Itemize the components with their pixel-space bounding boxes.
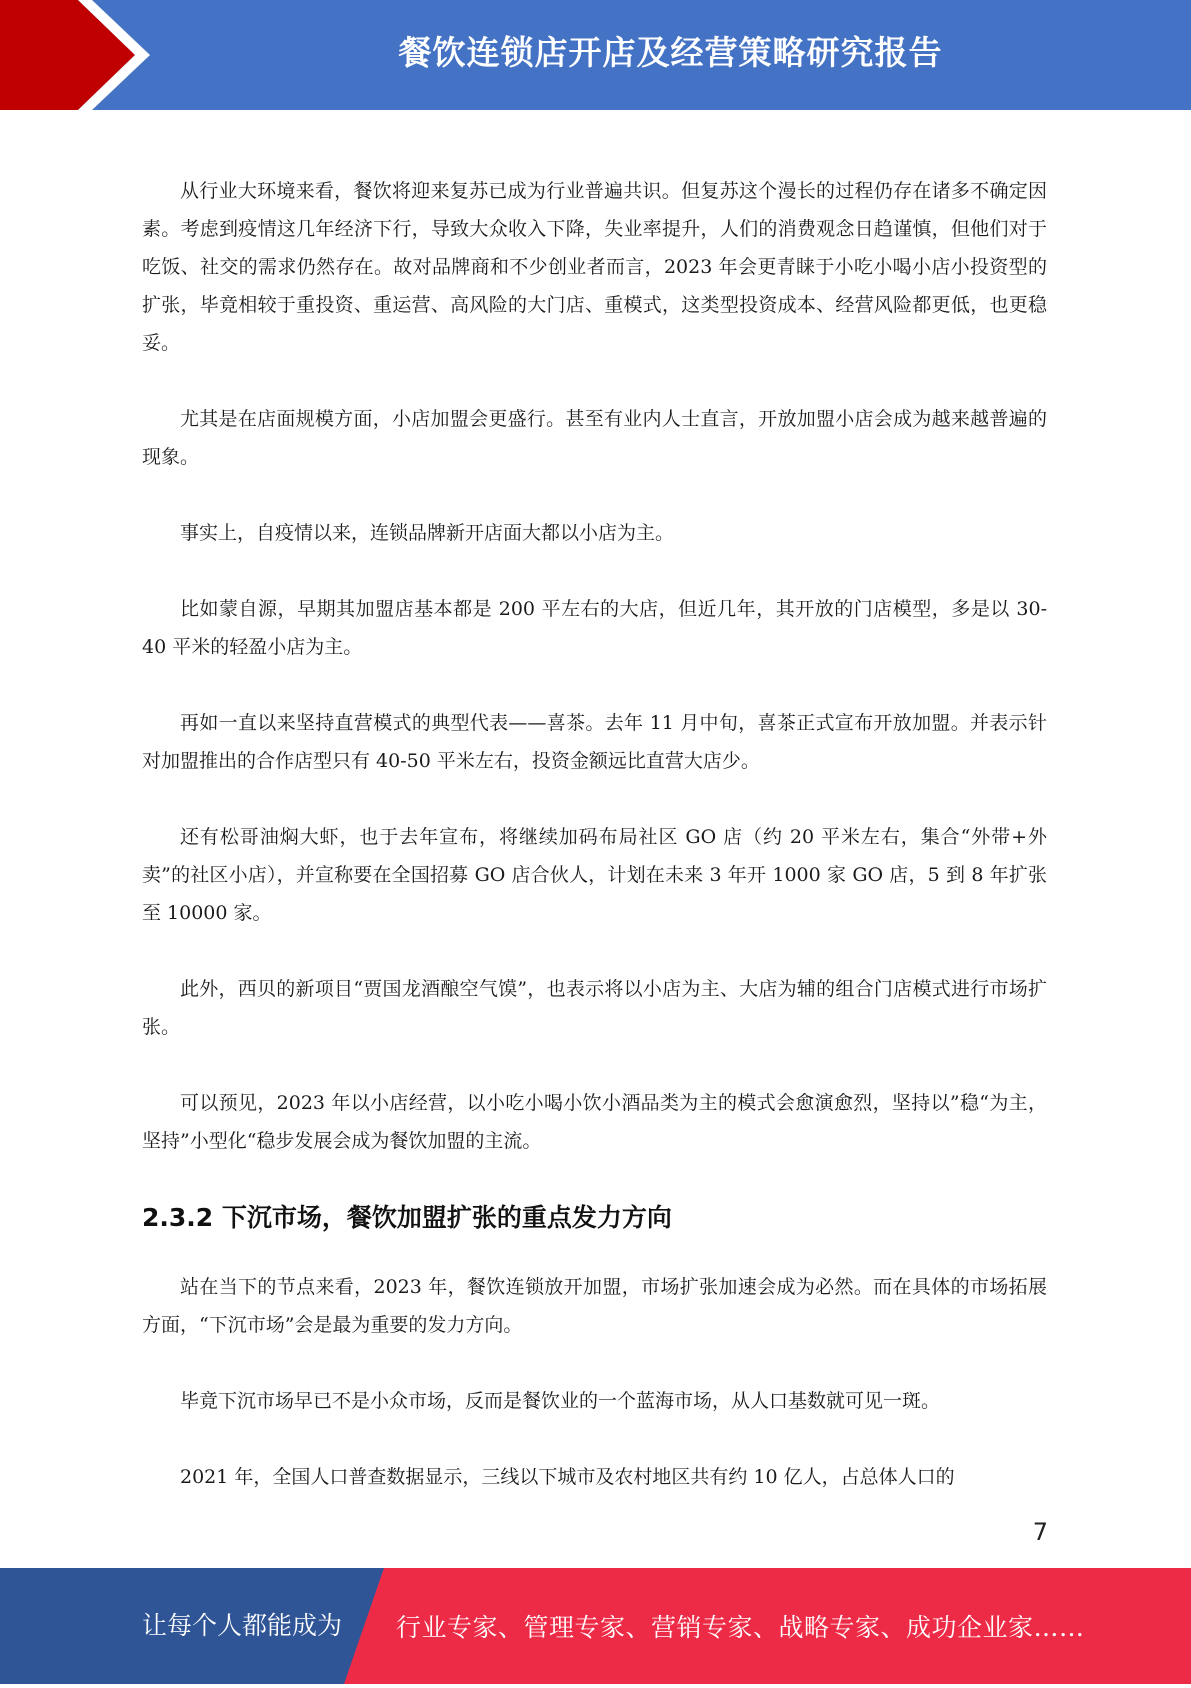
page-number: 7 [1032, 1518, 1048, 1546]
red-chevron-icon [0, 0, 160, 110]
paragraph: 事实上，自疫情以来，连锁品牌新开店面大都以小店为主。 [180, 522, 675, 544]
paragraph: 从行业大环境来看，餐饮将迎来复苏已成为行业普遍共识。但复苏这个漫长的过程仍存在诸多不确定因素。考虑到疫情这几年经济下行，导致大众收入下降，失业率提升，人们的消费观念日趋谨慎，但他们对于吃饭、社交的需求仍然存在。故对品牌商和不少创业者而言，2023 年会更青睐于小吃小喝小店小投资型的扩张，毕竟相较于重投资、重运营、高风险的大门店、重模式，这类型投资成本、经营风险都更低，也更稳妥。 [142, 180, 1047, 354]
footer-slogan-left: 让每个人都能成为 [142, 1611, 343, 1640]
paragraph: 站在当下的节点来看，2023 年，餐饮连锁放开加盟，市场扩张加速会成为必然。而在具体的市场拓展方面，“下沉市场”会是最为重要的发力方向。 [142, 1276, 1047, 1336]
paragraph: 毕竟下沉市场早已不是小众市场，反而是餐饮业的一个蓝海市场，从人口基数就可见一斑。 [180, 1390, 941, 1412]
document-title: 餐饮连锁店开店及经营策略研究报告 [398, 33, 943, 72]
paragraph: 还有松哥油焖大虾，也于去年宣布，将继续加码布局社区 GO 店（约 20 平米左右，集合“外带+外卖”的社区小店），并宣称要在全国招募 GO 店合伙人，计划在未来 3 年开 1000 家 GO 店，5 到 8 年扩张至 10000 家。 [142, 826, 1047, 924]
paragraph: 再如一直以来坚持直营模式的典型代表——喜茶。去年 11 月中旬，喜茶正式宣布开放加盟。并表示针对加盟推出的合作店型只有 40-50 平米左右，投资金额远比直营大店少。 [142, 712, 1047, 772]
paragraph: 此外，西贝的新项目“贾国龙酒酿空气馍”，也表示将以小店为主、大店为辅的组合门店模式进行市场扩张。 [142, 978, 1047, 1038]
paragraph: 2021 年，全国人口普查数据显示，三线以下城市及农村地区共有约 10 亿人，占总体人口的 [180, 1466, 955, 1488]
footer-slogan-right: 行业专家、管理专家、营销专家、战略专家、成功企业家…… [396, 1613, 1085, 1642]
header-banner [0, 0, 1191, 110]
paragraph: 比如蒙自源，早期其加盟店基本都是 200 平左右的大店，但近几年，其开放的门店模型，多是以 30-40 平米的轻盈小店为主。 [142, 598, 1047, 658]
paragraph: 可以预见，2023 年以小店经营，以小吃小喝小饮小酒品类为主的模式会愈演愈烈，坚持以”稳“为主，坚持”小型化“稳步发展会成为餐饮加盟的主流。 [142, 1092, 1047, 1152]
footer-banner [0, 1568, 1191, 1684]
section-heading: 2.3.2 下沉市场，餐饮加盟扩张的重点发力方向 [142, 1203, 672, 1232]
page-content [142, 172, 1047, 1534]
paragraph: 尤其是在店面规模方面，小店加盟会更盛行。甚至有业内人士直言，开放加盟小店会成为越来越普遍的现象。 [142, 408, 1047, 468]
